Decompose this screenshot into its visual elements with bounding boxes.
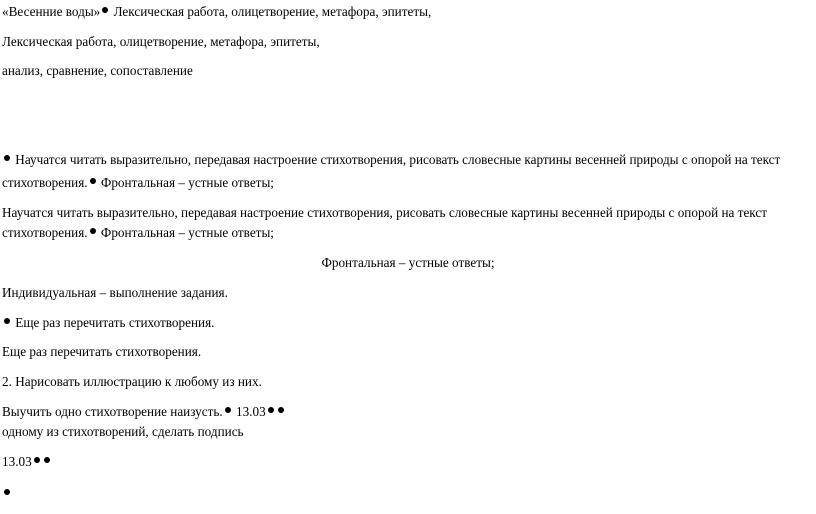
bullet-icon [268, 407, 274, 413]
bullet-icon [102, 7, 108, 13]
reread-text: Еще раз перечитать стихотворения. [12, 315, 215, 330]
bullet-icon [4, 318, 10, 324]
text-line-1 [2, 4, 431, 20]
lexical-work-text: Лексическая работа, олицетворение, метафора, эпитеты, [110, 4, 432, 19]
frontal-text: Фронтальная – устные ответы; [97, 225, 274, 240]
text-line-9: Индивидуальная – выполнение задания. [2, 285, 228, 300]
bullet-icon [90, 228, 96, 234]
bullet-icon [90, 178, 96, 184]
text-line-14: одному из стихотворений, сделать подпись [2, 424, 244, 439]
text-line-2: Лексическая работа, олицетворение, метафора, эпитеты, [2, 34, 320, 49]
text-line-5 [2, 175, 274, 191]
text-line-7 [2, 225, 274, 241]
date-text: 13.03 [2, 454, 32, 469]
bullet-icon [34, 457, 40, 463]
goal-text-end: стихотворения. [2, 225, 88, 240]
frontal-text: Фронтальная – устные ответы; [97, 175, 274, 190]
text-line-10 [2, 315, 214, 331]
text-line-3: анализ, сравнение, сопоставление [2, 63, 193, 78]
bullet-icon [4, 155, 10, 161]
text-line-13 [2, 404, 286, 420]
goal-text-end: стихотворения. [2, 175, 88, 190]
bullet-icon [278, 407, 284, 413]
text-line-16 [2, 486, 12, 502]
bullet-icon [44, 457, 50, 463]
text-line-4 [2, 152, 780, 168]
bullet-icon [4, 489, 10, 495]
text-line-8: Фронтальная – устные ответы; [321, 255, 495, 270]
date-text: 13.03 [232, 404, 266, 419]
memorize-text: Выучить одно стихотворение наизусть. [2, 404, 223, 419]
text-line-15 [2, 454, 52, 470]
title-text: «Весенние воды» [2, 4, 101, 19]
goal-text: Научатся читать выразительно, передавая настроение стихотворения, рисовать словесные картины весенней природы с опорой на текст [12, 152, 781, 167]
bullet-icon [225, 407, 231, 413]
text-line-6: Научатся читать выразительно, передавая настроение стихотворения, рисовать словесные картины весенней природы с опорой на текст [2, 205, 768, 220]
text-line-12: 2. Нарисовать иллюстрацию к любому из них. [2, 374, 262, 389]
text-line-11: Еще раз перечитать стихотворения. [2, 344, 202, 359]
